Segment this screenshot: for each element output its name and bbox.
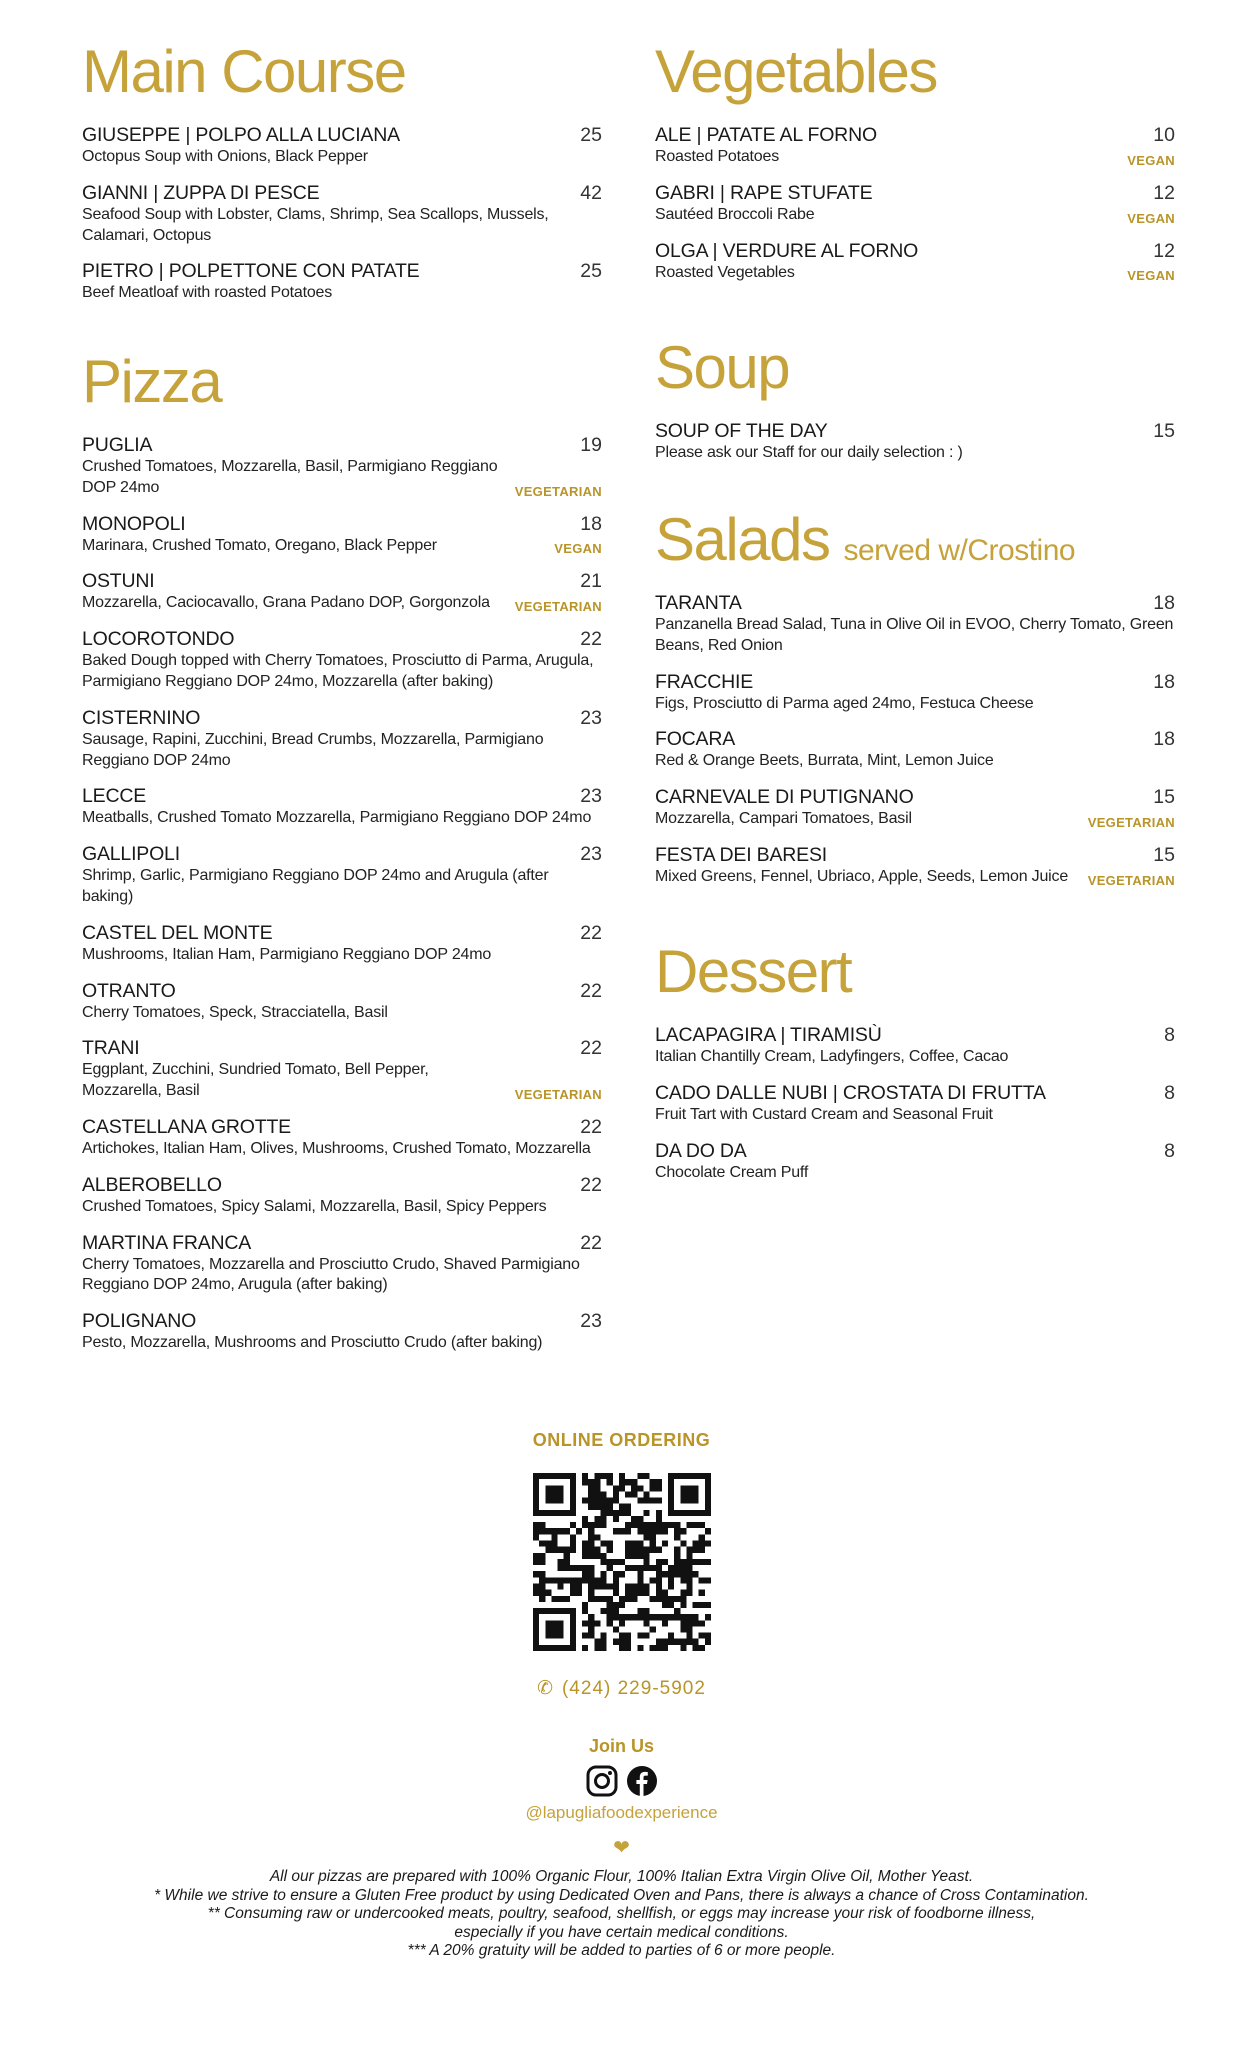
menu-item-description: Fruit Tart with Custard Cream and Seasonal Fruit (655, 1105, 993, 1123)
phone-text: (424) 229-5902 (561, 1678, 706, 1699)
section-main-course (82, 38, 602, 318)
menu-item (82, 922, 602, 966)
diet-tag: VEGAN (1127, 152, 1175, 168)
item-list (655, 124, 1175, 283)
menu-item-description: Roasted Potatoes (655, 148, 779, 165)
social-icons (0, 1765, 1243, 1797)
menu-item-name: CARNEVALE DI PUTIGNANO (655, 786, 914, 809)
menu-item-name: PIETRO | POLPETTONE CON PATATE (82, 260, 420, 283)
menu-item (655, 1082, 1175, 1126)
menu-item-price: 23 (580, 785, 602, 808)
menu-item-description: Crushed Tomatoes, Spicy Salami, Mozzarella, Basil, Spicy Peppers (82, 1197, 547, 1215)
menu-item-body (82, 1255, 602, 1297)
menu-item-description: Mozzarella, Campari Tomatoes, Basil (655, 810, 912, 828)
menu-item-description: Marinara, Crushed Tomato, Oregano, Black Pepper (82, 536, 437, 554)
menu-item-body (82, 945, 602, 966)
menu-item-header (655, 1024, 1175, 1047)
menu-item-price: 23 (580, 843, 602, 866)
menu-item-body (655, 809, 1175, 830)
menu-item-header (82, 1037, 602, 1060)
menu-item-price: 18 (1153, 728, 1175, 751)
disclaimer-line: especially if you have certain medical conditions. (454, 1923, 789, 1941)
section-title: Vegetables (655, 38, 937, 105)
menu-item-name: GIANNI | ZUPPA DI PESCE (82, 181, 320, 204)
item-list (82, 124, 602, 304)
menu-item-body (655, 205, 1175, 226)
menu-item (655, 124, 1175, 168)
menu-item (82, 513, 602, 557)
menu-item-name: GIUSEPPE | POLPO ALLA LUCIANA (82, 124, 400, 146)
menu-item (655, 420, 1175, 464)
menu-item-description: Figs, Prosciutto di Parma aged 24mo, Festuca Cheese (655, 694, 1034, 712)
disclaimer-line: All our pizzas are prepared with 100% Organic Flour, 100% Italian Extra Virgin Olive Oil, Mother Yeast. (269, 1868, 974, 1885)
menu-item-description: Cherry Tomatoes, Mozzarella and Prosciutto Crudo, Shaved Parmigiano Reggiano DOP 24mo, Arugula (after baking) (82, 1255, 580, 1294)
menu-item-description: Red & Orange Beets, Burrata, Mint, Lemon Juice (655, 752, 994, 770)
menu-item-header (655, 1140, 1175, 1163)
section-title-text: Salads (655, 506, 830, 573)
menu-item-description: Eggplant, Zucchini, Sundried Tomato, Bell Pepper, Mozzarella, Basil (82, 1061, 429, 1100)
menu-item-header (82, 260, 602, 283)
menu-item-header (82, 513, 602, 536)
menu-item-price: 22 (580, 628, 602, 651)
menu-item (82, 980, 602, 1024)
menu-item-name: CASTEL DEL MONTE (82, 921, 273, 944)
diet-tag: VEGAN (1127, 210, 1175, 226)
menu-item-description: Sautéed Broccoli Rabe (655, 205, 815, 223)
menu-item-body (82, 1060, 602, 1102)
menu-item (82, 1232, 602, 1297)
menu-item-body (82, 730, 602, 772)
menu-item-price: 23 (580, 706, 602, 729)
menu-item-price: 8 (1164, 1081, 1175, 1104)
menu-item (82, 1037, 602, 1102)
facebook-icon[interactable] (626, 1765, 658, 1797)
menu-item-body (82, 536, 602, 557)
menu-item-header (82, 124, 602, 147)
menu-item-price: 8 (1164, 1024, 1175, 1046)
menu-item-name: GALLIPOLI (82, 843, 180, 866)
menu-item-body (655, 1047, 1175, 1068)
menu-item (655, 1140, 1175, 1184)
menu-item-body (82, 205, 602, 247)
join-us-title: Join Us (588, 1736, 654, 1756)
heart-icon: ❤ (613, 1837, 630, 1859)
menu-item-description: Artichokes, Italian Ham, Olives, Mushrooms, Crushed Tomato, Mozzarella (82, 1139, 591, 1157)
menu-item-body (655, 867, 1175, 888)
menu-item-price: 22 (580, 979, 602, 1002)
section-title (655, 506, 1175, 573)
instagram-icon[interactable] (586, 1765, 618, 1797)
menu-item-header (82, 182, 602, 205)
menu-item-description: Baked Dough topped with Cherry Tomatoes, Prosciutto di Parma, Arugula, Parmigiano Reggiano DOP 24mo, Mozzarella (after baking) (82, 652, 594, 690)
section-vegetables (655, 38, 1175, 297)
menu-item (655, 592, 1175, 657)
diet-tag: VEGETARIAN (514, 1086, 602, 1102)
menu-item (655, 240, 1175, 284)
menu-item-body (655, 263, 1175, 284)
menu-item (82, 434, 602, 499)
menu-item-price: 15 (1153, 786, 1175, 809)
section-pizza (82, 348, 602, 1368)
menu-item-description: Beef Meatloaf with roasted Potatoes (82, 284, 333, 302)
menu-item (82, 182, 602, 247)
menu-item-body (655, 694, 1175, 715)
menu-item (655, 844, 1175, 888)
menu-item-price: 42 (580, 181, 602, 204)
menu-item-description: Mushrooms, Italian Ham, Parmigiano Reggiano DOP 24mo (82, 945, 492, 963)
section-title: Main Course (82, 38, 406, 105)
social-handle[interactable]: @lapugliafoodexperience (525, 1803, 718, 1822)
menu-item-name: CADO DALLE NUBI | CROSTATA DI FRUTTA (655, 1081, 1046, 1104)
menu-item-header (655, 671, 1175, 694)
menu-item-body (82, 457, 602, 499)
menu-item-price: 8 (1164, 1139, 1175, 1162)
menu-item-price: 15 (1153, 843, 1175, 866)
menu-item-description: Octopus Soup with Onions, Black Pepper (82, 148, 368, 165)
menu-item-description: Sausage, Rapini, Zucchini, Bread Crumbs, Mozzarella, Parmigiano Reggiano DOP 24mo (82, 730, 544, 769)
menu-item-header (82, 843, 602, 866)
menu-item-name: CISTERNINO (82, 706, 201, 729)
menu-item-name: LACAPAGIRA | TIRAMISÙ (655, 1024, 882, 1046)
menu-item-header (82, 785, 602, 808)
menu-item-price: 22 (580, 1115, 602, 1138)
menu-item-header (655, 240, 1175, 263)
section-soup (655, 334, 1175, 478)
menu-item (82, 1174, 602, 1218)
diet-tag: VEGETARIAN (514, 599, 602, 615)
menu-item-header (82, 1310, 602, 1333)
menu-item-body (655, 1163, 1175, 1184)
menu-item-header (82, 628, 602, 651)
menu-item-header (82, 1116, 602, 1139)
menu-item-description: Crushed Tomatoes, Mozzarella, Basil, Parmigiano Reggiano DOP 24mo (82, 458, 498, 496)
menu-item-name: POLIGNANO (82, 1310, 197, 1333)
menu-item-body (82, 1003, 602, 1024)
menu-item (655, 1024, 1175, 1068)
menu-item-price: 12 (1153, 181, 1175, 204)
menu-item-name: ALE | PATATE AL FORNO (655, 124, 877, 146)
menu-item-header (82, 570, 602, 593)
menu-item-description: Shrimp, Garlic, Parmigiano Reggiano DOP 24mo and Arugula (after baking) (82, 867, 549, 905)
qr-code[interactable] (533, 1473, 711, 1651)
menu-item-name: MARTINA FRANCA (82, 1231, 252, 1254)
menu-item-header (82, 922, 602, 945)
menu-item (655, 182, 1175, 226)
menu-item (655, 671, 1175, 715)
menu-item-price: 21 (580, 570, 602, 593)
menu-item-name: TRANI (82, 1037, 140, 1060)
menu-item-description: Panzanella Bread Salad, Tuna in Olive Oil in EVOO, Cherry Tomato, Green Beans, Red Onion (655, 616, 1174, 654)
menu-item-body (82, 866, 602, 908)
menu-item-header (655, 182, 1175, 205)
menu-item-name: LOCOROTONDO (82, 628, 235, 651)
diet-tag: VEGETARIAN (1087, 814, 1175, 830)
menu-item-body (82, 651, 602, 693)
menu-item-name: FRACCHIE (655, 670, 754, 693)
menu-item-price: 22 (580, 1173, 602, 1196)
menu-item-body (82, 593, 602, 614)
menu-item-price: 18 (580, 512, 602, 535)
menu-item-body (82, 283, 602, 304)
diet-tag: VEGETARIAN (1087, 872, 1175, 888)
menu-item (82, 260, 602, 304)
menu-item-price: 22 (580, 1037, 602, 1060)
menu-item-price: 19 (580, 434, 602, 456)
section-title: Dessert (655, 938, 852, 1005)
item-list (655, 1024, 1175, 1183)
disclaimer-line: *** A 20% gratuity will be added to parties of 6 or more people. (407, 1942, 836, 1960)
menu-item (82, 785, 602, 829)
section-salads (655, 506, 1175, 902)
menu-item (655, 786, 1175, 830)
menu-item-name: PUGLIA (82, 434, 153, 456)
menu-item-body (655, 147, 1175, 168)
menu-item-name: TARANTA (655, 592, 742, 614)
diet-tag: VEGAN (554, 541, 602, 557)
menu-item-body (655, 1105, 1175, 1126)
menu-item-header (655, 1082, 1175, 1105)
disclaimer (0, 1868, 1243, 1961)
menu-item-price: 15 (1153, 420, 1175, 442)
menu-item-name: FOCARA (655, 728, 736, 751)
menu-item-body (82, 1333, 602, 1354)
menu-item-description: Chocolate Cream Puff (655, 1163, 809, 1181)
menu-item-price: 25 (580, 260, 602, 283)
menu-item-name: GABRI | RAPE STUFATE (655, 181, 873, 204)
menu-item-header (82, 1174, 602, 1197)
menu-item-name: LECCE (82, 785, 147, 808)
menu-item-price: 18 (1153, 670, 1175, 693)
menu-item-name: CASTELLANA GROTTE (82, 1115, 291, 1138)
menu-item-header (82, 707, 602, 730)
menu-item-header (655, 124, 1175, 147)
menu-item-name: OLGA | VERDURE AL FORNO (655, 239, 919, 262)
menu-item-header (82, 1232, 602, 1255)
diet-tag: VEGAN (1127, 268, 1175, 284)
phone-icon: ✆ (537, 1678, 554, 1699)
menu-item (82, 628, 602, 693)
item-list (655, 420, 1175, 464)
menu-item-header (655, 786, 1175, 809)
menu-item-name: FESTA DEI BARESI (655, 843, 827, 866)
menu-item-price: 25 (580, 124, 602, 146)
footer (0, 1430, 1243, 1961)
menu-item-header (655, 592, 1175, 615)
menu-item-header (655, 728, 1175, 751)
disclaimer-line: * While we strive to ensure a Gluten Free product by using Dedicated Oven and Pans, there is always a chance of Cross Contamination. (154, 1886, 1089, 1904)
menu-item (82, 1116, 602, 1160)
menu-item-body (655, 751, 1175, 772)
online-ordering-title: ONLINE ORDERING (532, 1430, 711, 1450)
section-title: Pizza (82, 348, 222, 415)
menu-item-header (82, 980, 602, 1003)
menu-item-description: Italian Chantilly Cream, Ladyfingers, Coffee, Cacao (655, 1048, 1009, 1065)
phone-number[interactable] (0, 1677, 1243, 1700)
menu-item-body (82, 1139, 602, 1160)
menu-item (655, 728, 1175, 772)
menu-item (82, 707, 602, 772)
menu-item-name: DA DO DA (655, 1139, 747, 1162)
menu-item-header (655, 844, 1175, 867)
menu-item-description: Mozzarella, Caciocavallo, Grana Padano DOP, Gorgonzola (82, 594, 490, 612)
diet-tag: VEGETARIAN (514, 483, 602, 499)
menu-item-body (82, 808, 602, 829)
menu-item-body (655, 443, 1175, 464)
menu-item-description: Mixed Greens, Fennel, Ubriaco, Apple, Seeds, Lemon Juice (655, 867, 1069, 885)
menu-item (82, 570, 602, 614)
menu-item-name: MONOPOLI (82, 512, 186, 535)
item-list (82, 434, 602, 1354)
menu-item-body (655, 615, 1175, 657)
menu-item-price: 10 (1153, 124, 1175, 146)
menu-item-body (82, 147, 602, 168)
menu-item-description: Seafood Soup with Lobster, Clams, Shrimp, Sea Scallops, Mussels, Calamari, Octopus (82, 205, 549, 244)
menu-item-name: ALBEROBELLO (82, 1173, 222, 1196)
menu-item-name: OTRANTO (82, 979, 176, 1002)
menu-item-description: Cherry Tomatoes, Speck, Stracciatella, Basil (82, 1003, 388, 1021)
menu-item (82, 843, 602, 908)
section-title: Soup (655, 334, 790, 401)
menu-item-description: Meatballs, Crushed Tomato Mozzarella, Parmigiano Reggiano DOP 24mo (82, 809, 592, 827)
menu-item-price: 22 (580, 921, 602, 944)
menu-item-description: Pesto, Mozzarella, Mushrooms and Prosciutto Crudo (after baking) (82, 1334, 543, 1352)
section-subtitle: served w/Crostino (843, 534, 1076, 567)
disclaimer-line: ** Consuming raw or undercooked meats, poultry, seafood, shellfish, or eggs may increase your risk of foodborne illness, (207, 1905, 1036, 1923)
menu-item-price: 22 (580, 1231, 602, 1254)
item-list (655, 592, 1175, 888)
section-dessert (655, 938, 1175, 1197)
menu-item-price: 23 (580, 1310, 602, 1333)
menu-item-description: Roasted Vegetables (655, 263, 795, 281)
menu-item-description: Please ask our Staff for our daily selection : ) (655, 444, 963, 461)
menu-item-name: OSTUNI (82, 570, 155, 593)
menu-item-header (655, 420, 1175, 443)
menu-item-header (82, 434, 602, 457)
menu-item-price: 12 (1153, 239, 1175, 262)
menu-item-name: SOUP OF THE DAY (655, 420, 828, 442)
menu-item-price: 18 (1153, 592, 1175, 614)
menu-item-body (82, 1197, 602, 1218)
menu-item (82, 124, 602, 168)
menu-item (82, 1310, 602, 1354)
